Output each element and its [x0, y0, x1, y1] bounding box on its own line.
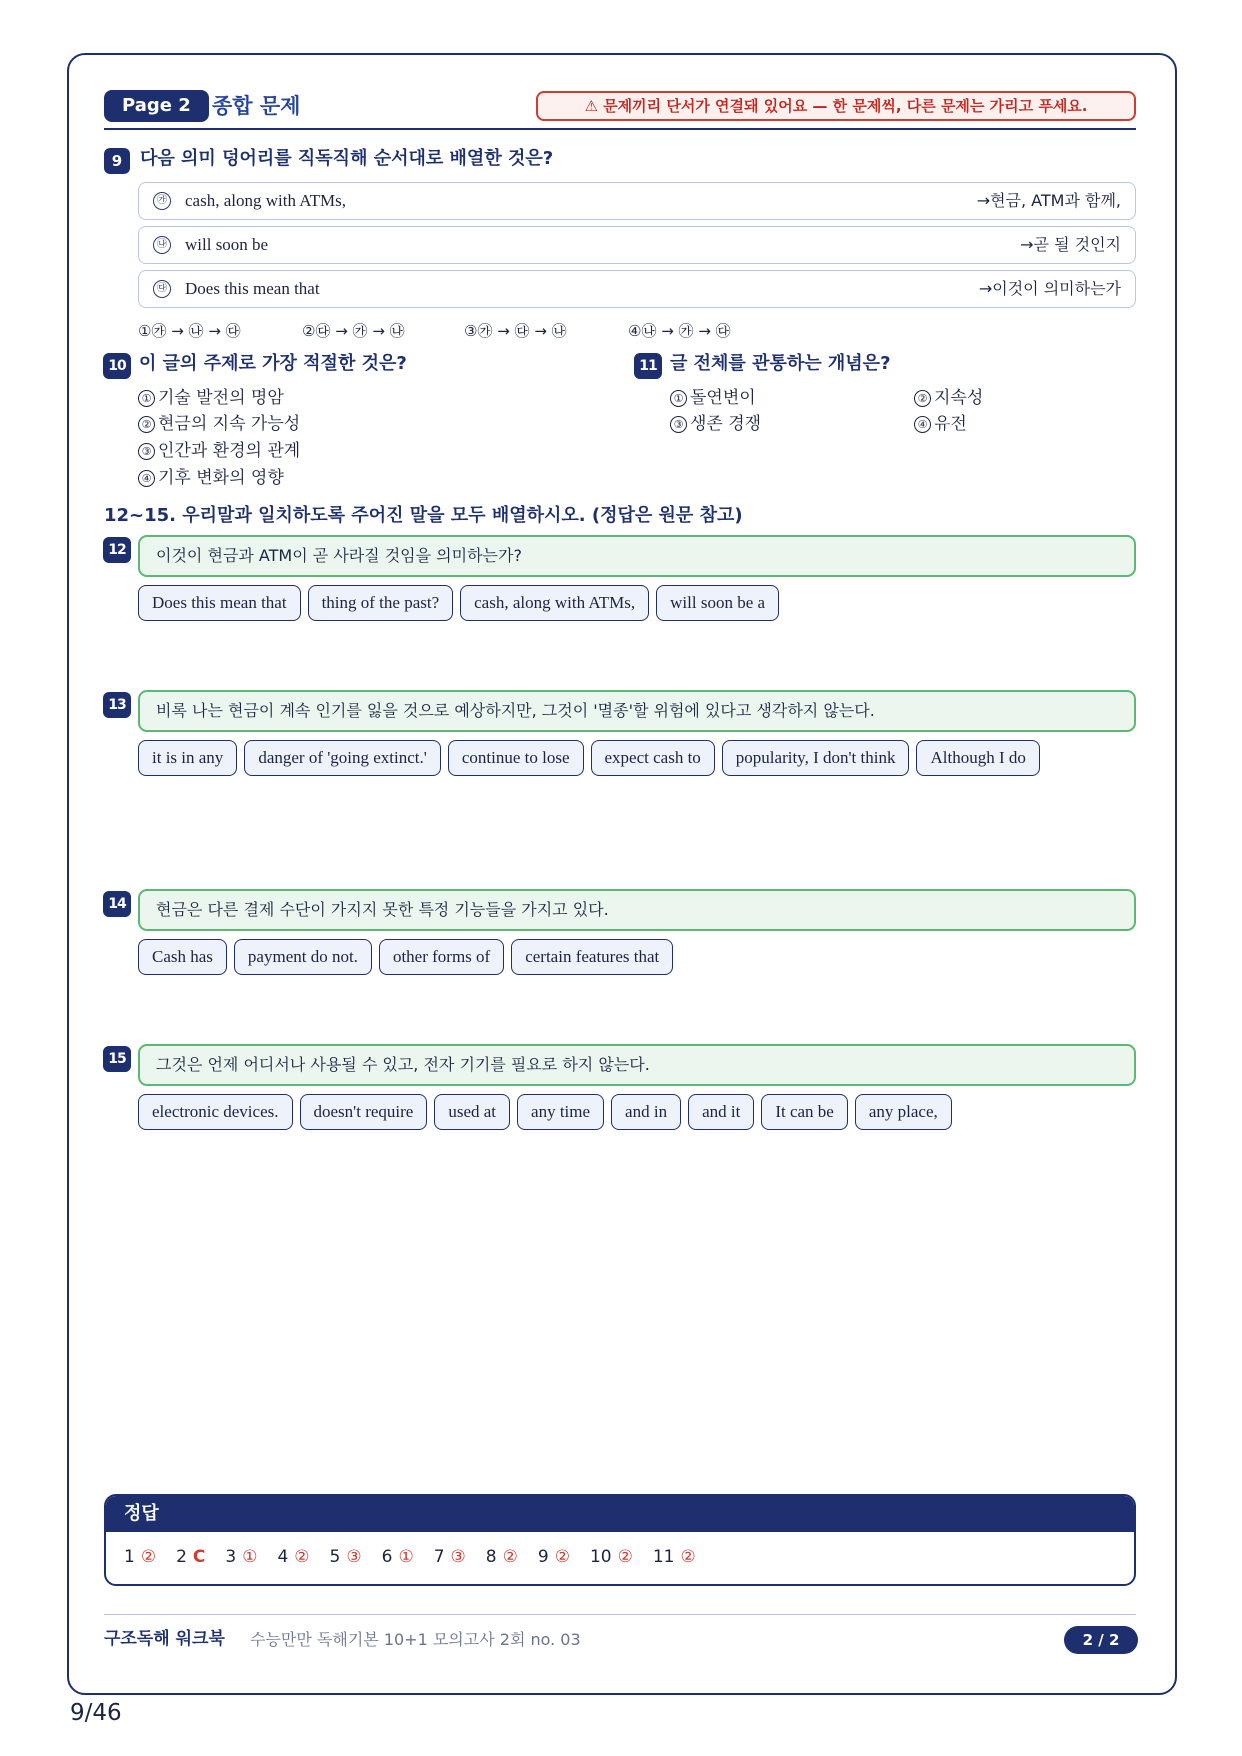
header-divider — [104, 128, 1136, 130]
option-item[interactable] — [138, 411, 300, 437]
option-mark: ① — [138, 390, 155, 407]
option-mark: ④ — [138, 470, 155, 487]
option-mark: ③ — [138, 443, 155, 460]
answer-value: ② — [680, 1547, 696, 1567]
option-mark: ① — [670, 390, 687, 407]
word-chip[interactable]: payment do not. — [234, 939, 372, 975]
word-chip[interactable]: used at — [434, 1094, 510, 1130]
word-chips — [138, 585, 1136, 621]
question-10-title: 이 글의 주제로 가장 적절한 것은? — [139, 353, 407, 374]
answer-number: 2 — [176, 1547, 187, 1567]
option-item[interactable] — [138, 465, 284, 491]
word-chip[interactable]: it is in any — [138, 740, 237, 776]
answer-number: 4 — [277, 1547, 289, 1567]
answer-number: 9 — [537, 1547, 549, 1567]
word-chip[interactable]: any time — [517, 1094, 604, 1130]
option-item[interactable] — [670, 411, 761, 437]
answer-number: 3 — [225, 1547, 237, 1567]
answer-value: ① — [398, 1547, 414, 1567]
word-chip[interactable]: Does this mean that — [138, 585, 301, 621]
word-chip[interactable]: will soon be a — [656, 585, 779, 621]
word-chip[interactable]: electronic devices. — [138, 1094, 293, 1130]
word-chip[interactable]: other forms of — [379, 939, 504, 975]
answer-number: 6 — [381, 1547, 393, 1567]
word-chip[interactable]: and in — [611, 1094, 681, 1130]
answer-value: ② — [554, 1547, 570, 1567]
korean-sentence-box: 그것은 언제 어디서나 사용될 수 있고, 전자 기기를 필요로 하지 않는다. — [138, 1044, 1136, 1086]
word-chip[interactable]: Although I do — [916, 740, 1039, 776]
choice-option[interactable]: ①㉮ → ㉯ → ㉰ — [138, 322, 241, 340]
answer-item — [124, 1544, 156, 1570]
answer-value: ① — [242, 1547, 258, 1567]
page-counter: 9/46 — [70, 1700, 122, 1726]
chunk-row — [138, 270, 1136, 308]
option-mark: ③ — [670, 416, 687, 433]
footer-brand: 구조독해 워크북 — [104, 1629, 225, 1649]
chunk-mark: ㉯ — [153, 236, 171, 254]
question-11-title: 글 전체를 관통하는 개념은? — [670, 353, 891, 374]
answer-number: 1 — [124, 1547, 135, 1567]
option-item[interactable] — [670, 385, 756, 411]
word-chip[interactable]: expect cash to — [591, 740, 715, 776]
chunk-row — [138, 182, 1136, 220]
answer-list — [106, 1532, 1134, 1570]
answer-number: 7 — [433, 1547, 445, 1567]
answer-item — [653, 1544, 696, 1570]
word-chips — [138, 939, 1136, 975]
option-label: 유전 — [934, 414, 967, 434]
option-item[interactable] — [138, 438, 300, 464]
word-chip[interactable]: cash, along with ATMs, — [460, 585, 649, 621]
question-number-15: 15 — [103, 1046, 131, 1072]
question-number-11: 11 — [634, 353, 662, 379]
question-9-title: 다음 의미 덩어리를 직독직해 순서대로 배열한 것은? — [140, 148, 554, 169]
option-label: 기술 발전의 명암 — [158, 388, 284, 408]
word-chips — [138, 1094, 1136, 1130]
warning-banner: ⚠ 문제끼리 단서가 연결돼 있어요 — 한 문제씩, 다른 문제는 가리고 푸세요. — [536, 91, 1136, 121]
word-chip[interactable]: danger of 'going extinct.' — [244, 740, 441, 776]
answer-item — [330, 1544, 362, 1570]
chunk-mark: ㉰ — [153, 280, 171, 298]
section-title: 12~15. 우리말과 일치하도록 주어진 말을 모두 배열하시오. (정답은 원문 참고) — [104, 505, 743, 526]
answer-key-title: 정답 — [106, 1496, 1134, 1532]
answer-key-panel — [104, 1494, 1136, 1586]
option-label: 지속성 — [934, 388, 984, 408]
answer-value: ② — [617, 1547, 633, 1567]
option-mark: ② — [914, 390, 931, 407]
chunk-english: cash, along with ATMs, — [185, 191, 347, 210]
answer-value: ② — [502, 1547, 518, 1567]
answer-item — [486, 1544, 518, 1570]
page-label: Page 2 — [104, 90, 209, 122]
option-label: 인간과 환경의 관계 — [158, 441, 301, 461]
footer-page-badge: 2 / 2 — [1064, 1626, 1138, 1654]
answer-item — [382, 1544, 414, 1570]
word-chip[interactable]: popularity, I don't think — [722, 740, 910, 776]
answer-item — [434, 1544, 466, 1570]
word-chips — [138, 740, 1136, 776]
answer-item — [538, 1544, 570, 1570]
option-mark: ④ — [914, 416, 931, 433]
answer-item — [176, 1544, 205, 1570]
chunk-korean: →곧 될 것인지 — [1020, 235, 1121, 254]
word-chip[interactable]: any place, — [855, 1094, 952, 1130]
answer-item — [277, 1544, 309, 1570]
option-label: 돌연변이 — [690, 388, 756, 408]
word-chip[interactable]: It can be — [761, 1094, 848, 1130]
question-number-9: 9 — [104, 148, 130, 174]
word-chip[interactable]: and it — [688, 1094, 754, 1130]
korean-sentence-box: 현금은 다른 결제 수단이 가지지 못한 특정 기능들을 가지고 있다. — [138, 889, 1136, 931]
answer-number: 8 — [485, 1547, 497, 1567]
option-label: 생존 경쟁 — [690, 414, 762, 434]
word-chip[interactable]: thing of the past? — [308, 585, 454, 621]
answer-value: ③ — [346, 1547, 362, 1567]
chunk-english: will soon be — [185, 235, 269, 254]
option-mark: ② — [138, 416, 155, 433]
korean-sentence-box: 비록 나는 현금이 계속 인기를 잃을 것으로 예상하지만, 그것이 '멸종'할 위험에 있다고 생각하지 않는다. — [138, 690, 1136, 732]
footer-divider — [104, 1614, 1136, 1615]
chunk-korean: →현금, ATM과 함께, — [976, 191, 1121, 210]
answer-item — [590, 1544, 633, 1570]
chunk-mark: ㉮ — [153, 192, 171, 210]
word-chip[interactable]: certain features that — [511, 939, 673, 975]
footer-subtitle: 수능만만 독해기본 10+1 모의고사 2회 no. 03 — [250, 1630, 581, 1649]
answer-number: 10 — [589, 1547, 612, 1567]
answer-item — [225, 1544, 257, 1570]
option-label: 기후 변화의 영향 — [158, 468, 284, 488]
chunk-korean: →이것이 의미하는가 — [978, 279, 1121, 298]
word-chip[interactable]: continue to lose — [448, 740, 584, 776]
page-title: 종합 문제 — [212, 94, 301, 118]
option-item[interactable] — [914, 385, 983, 411]
option-label: 현금의 지속 가능성 — [158, 414, 301, 434]
korean-sentence-box: 이것이 현금과 ATM이 곧 사라질 것임을 의미하는가? — [138, 535, 1136, 577]
answer-value: C — [192, 1547, 206, 1567]
answer-value: ③ — [450, 1547, 466, 1567]
word-chip[interactable]: Cash has — [138, 939, 227, 975]
word-chip[interactable]: doesn't require — [300, 1094, 428, 1130]
option-item[interactable] — [138, 385, 284, 411]
answer-number: 11 — [652, 1547, 675, 1567]
chunk-row — [138, 226, 1136, 264]
question-number-13: 13 — [103, 692, 131, 718]
choice-option[interactable]: ②㉰ → ㉮ → ㉯ — [302, 322, 405, 340]
question-number-12: 12 — [103, 537, 131, 563]
option-item[interactable] — [914, 411, 967, 437]
answer-value: ② — [294, 1547, 310, 1567]
question-number-10: 10 — [103, 353, 131, 379]
chunk-english: Does this mean that — [185, 279, 320, 298]
answer-number: 5 — [329, 1547, 341, 1567]
question-number-14: 14 — [103, 891, 131, 917]
choice-option[interactable]: ④㉯ → ㉮ → ㉰ — [628, 322, 731, 340]
answer-value: ② — [140, 1547, 157, 1567]
choice-option[interactable]: ③㉮ → ㉰ → ㉯ — [464, 322, 567, 340]
